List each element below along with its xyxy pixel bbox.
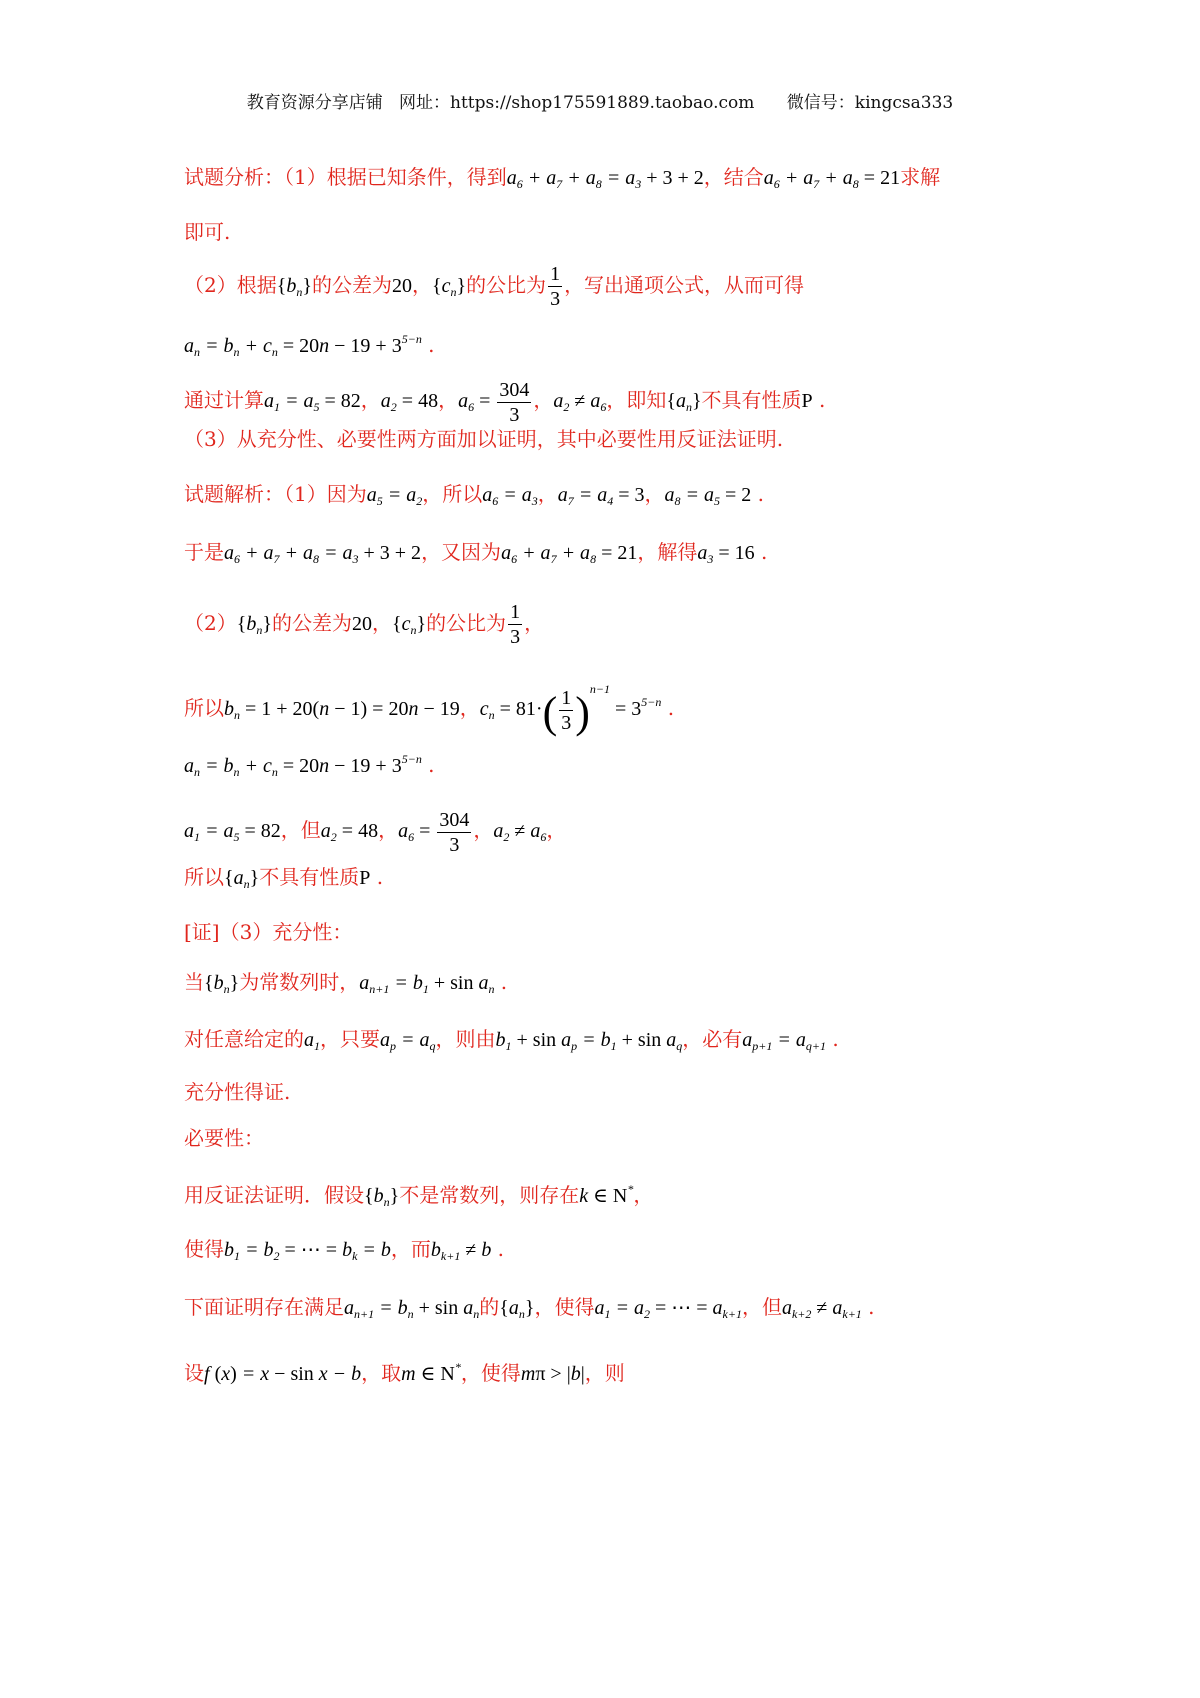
proof-heading: [证]（3）充分性：	[184, 920, 353, 944]
solution-line-6: $a_1 = a_5 = 82$，但$a_2 = 48$，$a_6$ = $\frac{304}{3}$ ，$a_2 \ne a_6$，	[184, 809, 567, 856]
solution-line-4: 所以$b_n = 1 + 20(n - 1) = 20n - 19$，$c_n = 81\cdot$( $\frac{1}{3}$ )$^{n-1} = 3^{5-n}$ .	[184, 682, 675, 737]
page-header: 教育资源分享店铺 网址：https://shop175591889.taobao.com 微信号：kingcsa333	[246, 93, 954, 113]
solution-line-2: 于是$a_6 + a_7 + a_8 = a_3 + 3 + 2$，又因为$a_6 + a_7 + a_8 = 21$，解得$a_3 = 16$ .	[184, 540, 768, 566]
math-expr: $a_6 + a_7 + a_8 = 21$	[763, 167, 901, 191]
solution-line-5: $a_n = b_n + c_n = 20n - 19 + 3^{5-n}$ .	[184, 752, 435, 779]
proof-line-3: 充分性得证.	[184, 1080, 291, 1104]
analysis-line-1: 试题分析：（1）根据已知条件，得到$a_6 + a_7 + a_8 = a_3 + 3 + 2$，结合$a_6 + a_7 + a_8 = 21$求解	[184, 165, 941, 191]
solution-line-7: 所以$\{a_n\}$不具有性质P .	[184, 865, 384, 891]
proof-line-5: 用反证法证明．假设$\{b_n\}$不是常数列，则存在k ∈ N*，	[184, 1182, 654, 1209]
analysis-line-4: $a_n = b_n + c_n = 20n - 19 + 3^{5-n}$ .	[184, 332, 435, 359]
analysis-line-6: （3）从充分性、必要性两方面加以证明，其中必要性用反证法证明.	[184, 427, 784, 451]
solution-line-1: 试题解析：（1）因为$a_5 = a_2$，所以$a_6 = a_3$，$a_7 = a_4 = 3$，$a_8 = a_5 = 2$ .	[184, 482, 765, 508]
proof-line-8: 设f (x) = x − sin x − b，取m ∈ N*，使得mπ > |b|，则	[184, 1360, 625, 1385]
proof-line-6: 使得$b_1 = b_2$ = ⋯ = $b_k = b$，而$b_{k+1} \ne b$ .	[184, 1237, 505, 1263]
analysis-line-3: （2）根据$\{b_n\}$的公差为20，$\{c_n\}$的公比为 $\frac{1}{3}$ ，写出通项公式，从而可得	[184, 263, 805, 310]
fraction: $\frac{1}{3}$	[550, 263, 561, 310]
solution-line-3: $(2)\{b_n\}$的公差为20，$\{c_n\}$的公比为 $\frac{1}{3}$ ，	[184, 601, 545, 648]
proof-line-4: 必要性：	[184, 1126, 264, 1150]
proof-line-7: 下面证明存在满足$a_{n+1} = b_n + \sin a_n$的$\{a_n\}$，使得$a_1 = a_2$ = ⋯ = $a_{k+1}$，但$a_{k+2} \ne a_{k+1}$ .	[184, 1295, 875, 1321]
math-expr: $a_6 + a_7 + a_8 = a_3 + 3 + 2$	[506, 167, 704, 191]
proof-line-1: 当$\{b_n\}$为常数列时，$a_{n+1} = b_1 + \sin a_n$ .	[184, 970, 508, 996]
analysis-line-2: 即可.	[184, 220, 231, 244]
analysis-line-5: 通过计算$a_1 = a_5 = 82$，$a_2 = 48$，$a_6$ = $\frac{304}{3}$ ，$a_2 \ne a_6$，即知$\{a_n\}$不具有性质P .	[184, 379, 826, 426]
proof-line-2: 对任意给定的$a_1$，只要$a_p = a_q$，则由$b_1 + \sin a_p = b_1 + \sin a_q$，必有$a_{p+1} = a_{q+1}$ .	[184, 1027, 839, 1053]
